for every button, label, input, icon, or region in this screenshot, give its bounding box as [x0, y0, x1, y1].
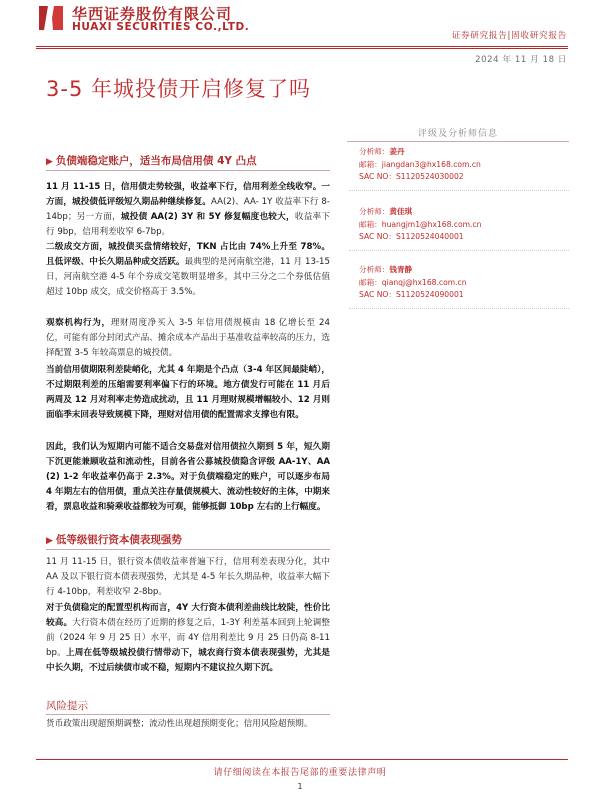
analyst-sac: SAC NO：S1120524030002: [359, 172, 464, 181]
para-2-bold: 二级成交方面，城投债买盘情绪较好，TKN 占比由 74%上升至 78%。且低评级、中长久期品种成交活跃。: [46, 242, 330, 267]
para-1-bold-2: 城投债 AA(2) 3Y 和 5Y 修复幅度也较大，: [120, 212, 295, 222]
triangle-bullet-icon: ▶: [46, 536, 53, 546]
header-divider: [36, 46, 568, 47]
para-7-normal: 大行资本债在经历了近期的修复之后，1-3Y 利差基本回到上轮调整前（2024 年 9 月 25 日）水平，而 4Y 信用利差比 9 月 25 日仍高 8-11bp。: [46, 618, 330, 658]
paragraph-3: [46, 316, 330, 361]
huaxi-logo-icon: [36, 4, 66, 32]
para-4-bold: 当前信用债期限利差陡峭化，尤其 4 年期是个凸点（3-4 年区间最陡峭），不过期限利差的压缩需要利率偏下行的环境。地方债发行可能在 11 月后两周及 12 月对利率走势造成扰动，且 11 月理财规模增幅较小、12 月则面临季末回表导致规模下降，理财对信用债的配置需求支撑也有限。: [46, 365, 330, 420]
paragraph-6: [46, 555, 330, 600]
report-date: 2024 年 11 月 18 日: [475, 55, 567, 65]
report-type-tags: 证券研究报告|固收研究报告: [451, 31, 567, 41]
paragraph-1: [46, 180, 330, 240]
analyst-sac: SAC NO：S1120524090001: [359, 290, 464, 299]
analyst-email[interactable]: 邮箱：huangjm1@hx168.com.cn: [359, 219, 482, 229]
analyst-label: 分析师：: [359, 265, 390, 274]
section-heading-2-text: 低等级银行资本债表现强势: [55, 534, 182, 546]
risk-text: 货币政策出现超预期调整；流动性出现超预期变化；信用风险超预期。: [46, 719, 313, 729]
footer-divider: [36, 759, 568, 760]
analyst-divider: [349, 308, 569, 309]
section-heading-1: [46, 153, 330, 168]
para-1-normal: AA(2)、AA- 1Y 收益率下行 8-14bp；另一方面，: [46, 197, 330, 222]
para-2-normal: 最典型的是河南航空港，11 月 13-15 日，河南航空港 4-5 年个券成交笔数明显增多，其中三分之二个券低估值超过 10bp 成交，成交价格高于 3.5%。: [46, 257, 330, 297]
para-1-bold: 11 月 11-15 日，信用债走势较强，收益率下行，信用利差全线收窄。一方面，城投债低评级短久期品种继续修复。: [46, 182, 330, 207]
section-rule: [46, 549, 330, 550]
paragraph-4: [46, 363, 330, 423]
analyst-email[interactable]: 邮箱：jiangdan3@hx168.com.cn: [359, 159, 481, 169]
risk-rule: [46, 714, 330, 715]
para-3-bold: 观察机构行为，: [46, 318, 111, 328]
para-7-bold: 对于负债稳定的配置型机构而言，4Y 大行资本债利差曲线比较陡，性价比较高。: [46, 603, 330, 628]
para-5-bold: 因此，我们认为短期内可能不适合交易盘对信用债拉久期到 5 年，短久期下沉更能兼顾收益和流动性，目前各省公募城投债隐含评级 AA-1Y、AA(2) 1-2 年收益率仍高于 2.3%。对于负债端稳定的账户，可以逐步布局 4 年期左右的信用债，重点关注存量债规模大、流动性较好的主体，中期来看，票息收益和骑乘收益都较为可观，能够抵御 10bp 左右的上行幅度。: [46, 442, 330, 512]
section-rule: [46, 170, 330, 171]
analyst-name: 黄佳琪: [389, 207, 413, 216]
analyst-label: 分析师：: [359, 147, 390, 156]
para-7-bold-2: 上周在低等级城投债行情带动下，城农商行资本债表现强势，尤其是中长久期，不过后续债市或不稳，短期内不建议拉久期下沉。: [46, 648, 330, 673]
paragraph-5: [46, 440, 330, 515]
para-6-normal: 11 月 11-15 日，银行资本债收益率普遍下行，信用利差表现分化，其中 AA 及以下银行资本债表现强势，尤其是 4-5 年长久期品种，收益率大幅下行 4-10bp，利差收窄 2-8bp。: [46, 557, 330, 597]
para-1-normal-2: 收益率下行 9bp，信用利差收窄 6-7bp。: [46, 212, 330, 237]
analyst-name: 钱青静: [389, 265, 413, 274]
company-name-cn: 华西证券股份有限公司: [72, 5, 233, 23]
analyst-label: 分析师：: [359, 207, 390, 216]
para-3-normal: 理财周度净买入 3-5 年信用债规模由 18 亿增长至 24 亿，可能有部分封闭式产品、摊余成本产品出于基准收益率较高的压力，选择配置 3-5 年较高票息的城投债。: [46, 318, 330, 358]
page-number: 1: [297, 782, 303, 791]
triangle-bullet-icon: ▶: [46, 157, 53, 167]
analyst-email[interactable]: 邮箱：qianqj@hx168.com.cn: [359, 277, 467, 287]
analyst-info-heading: 评级及分析师信息: [347, 126, 569, 142]
analyst-divider: [349, 190, 569, 191]
analyst-card-3: [359, 264, 569, 302]
analyst-sac: SAC NO：S1120524040001: [359, 232, 464, 241]
analyst-divider: [349, 250, 569, 251]
analyst-card-1: [359, 146, 569, 184]
company-name-en: HUAXI SECURITIES CO.,LTD.: [72, 21, 250, 33]
risk-title: 风险提示: [46, 700, 88, 712]
section-heading-1-text: 负债端稳定账户，适当布局信用债 4Y 凸点: [55, 155, 257, 167]
analyst-card-2: [359, 206, 569, 244]
paragraph-7: [46, 601, 330, 676]
report-title: 3-5 年城投债开启修复了吗: [46, 77, 311, 101]
header-divider-thin: [36, 48, 568, 49]
section-heading-2: [46, 532, 330, 547]
paragraph-2: [46, 240, 330, 300]
legal-disclaimer-note: 请仔细阅读在本报告尾部的重要法律声明: [213, 768, 387, 778]
analyst-name: 姜丹: [389, 147, 405, 156]
